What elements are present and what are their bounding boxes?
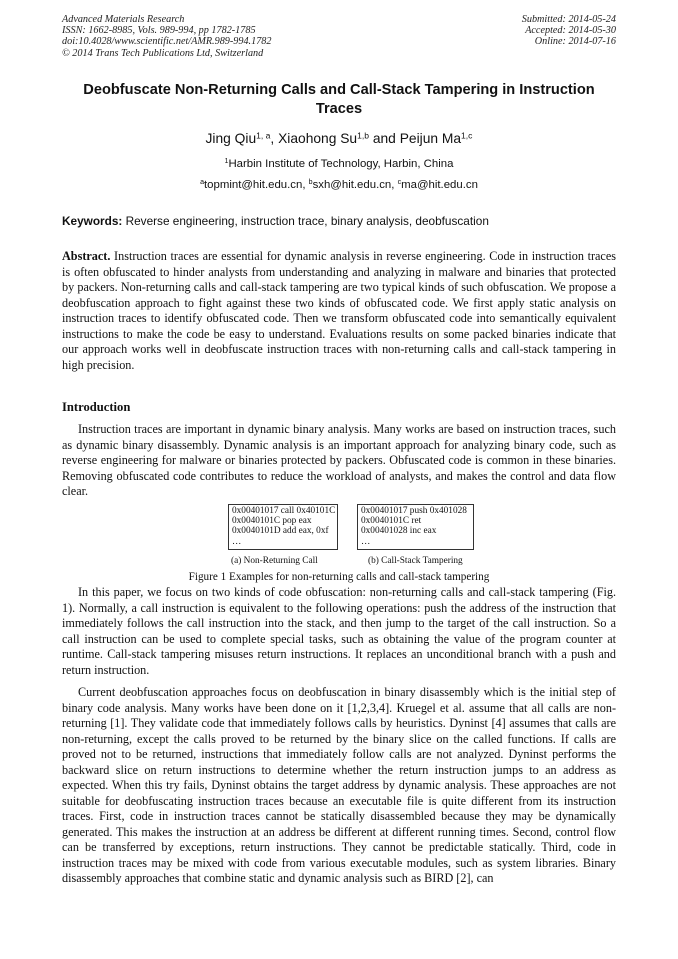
journal-info <box>62 14 271 59</box>
keywords-text: Reverse engineering, instruction trace, binary analysis, deobfuscation <box>122 214 489 228</box>
email-sep: , <box>302 179 309 191</box>
doi-line: doi:10.4028/www.scientific.net/AMR.989-994.1782 <box>62 36 272 48</box>
affiliation-sup: 1 <box>224 158 229 166</box>
submitted-date: Submitted: 2014-05-24 <box>521 14 616 25</box>
code-line: 0x00401028 inc eax <box>361 526 437 537</box>
email-sep: , <box>391 179 398 191</box>
intro-paragraph-1: Instruction traces are important in dynamic binary analysis. Many works are based on instruction traces, such as dynamic binary disassembly. Dynamic analysis is an important approach for analyzing binary code, such as reverse engineering for malware or binaries protected by packers. Obfuscated code is common in these binaries. Removing obfuscated code contributes to reduce the workload of analysts, and makes the control and data flow clear. <box>62 422 616 498</box>
email-sup: c <box>397 179 402 187</box>
author-sup: 1,b <box>357 130 369 141</box>
email-sup: b <box>308 179 313 187</box>
code-line: 0x0040101C pop eax <box>232 516 312 527</box>
journal-name: Advanced Materials Research <box>62 14 185 25</box>
intro-paragraph-2: In this paper, we focus on two kinds of code obfuscation: non-returning calls and call-stack tampering (Fig. 1). Normally, a call instruction is equivalent to the following operations: push the address of the instruction that immediately follows the call instruction into the stack, and then jump to the target of the call instruction. So a call instruction can be used to complete special tasks, such as obtaining the value of the program counter at runtime. Call-stack tampering misuses return instructions. It replaces an unconditional branch with a push and return instruction. <box>62 585 616 677</box>
author-sep: and <box>369 131 400 146</box>
author-name: Peijun Ma <box>399 131 462 146</box>
issn-line: ISSN: 1662-8985, Vols. 989-994, pp 1782-1785 <box>62 25 256 37</box>
keywords <box>62 214 616 228</box>
email-link[interactable]: topmint@hit.edu.cn <box>204 179 303 191</box>
author-sup: 1,c <box>461 130 473 141</box>
author-sup: 1, a <box>256 130 271 141</box>
code-line: … <box>232 536 242 547</box>
code-line: … <box>361 536 371 547</box>
subcaption-a: (a) Non-Returning Call <box>231 556 318 566</box>
abstract <box>62 249 616 373</box>
author-sep: , <box>270 131 279 146</box>
online-date: Online: 2014-07-16 <box>534 36 616 48</box>
copyright-line: © 2014 Trans Tech Publications Ltd, Switzerland <box>62 47 264 59</box>
email-list <box>62 178 616 192</box>
code-box-non-returning <box>228 504 338 550</box>
affiliation-text: Harbin Institute of Technology, Harbin, China <box>228 158 454 170</box>
figure-1a <box>228 504 338 550</box>
abstract-text: Instruction traces are essential for dynamic analysis in reverse engineering. Code in instruction traces is often obfuscated to hinder analysts from understanding and analyzing in malware and binaries that protected by packers. Non-returning calls and call-stack tampering are two typical kinds of such obfuscation. We propose a deobfuscation approach to fight against these two kinds of obfuscated code. We first apply static analysis on instruction traces to identify obfuscated code. Then we transform obfuscated code into semantically equivalent instructions to make the code be easy to understand. Evaluations results on some packed binaries indicate that our approach works well in deobfuscate instruction traces with non-returning calls and call-stack tampering in high precision. <box>62 249 616 372</box>
email-link[interactable]: sxh@hit.edu.cn <box>312 179 392 191</box>
code-line: 0x0040101C ret <box>361 516 422 527</box>
figure-1b <box>357 504 474 550</box>
paper-title: Deobfuscate Non-Returning Calls and Call-Stack Tampering in Instruction Traces <box>83 82 595 117</box>
email-link[interactable]: ma@hit.edu.cn <box>401 179 478 191</box>
code-line: 0x0040101D add eax, 0xf <box>232 526 329 537</box>
section-heading-introduction: Introduction <box>62 400 131 414</box>
abstract-label: Abstract. <box>62 249 111 263</box>
subcaption-b: (b) Call-Stack Tampering <box>368 556 463 566</box>
intro-paragraph-3: Current deobfuscation approaches focus on deobfuscation in binary disassembly which is the initial step of binary code analysis. Many works have been done on it [1,2,3,4]. Kruegel et al. assume that all calls are non-returning [1]. They validate code that immediately follows calls by heuristics. Dyninst [4] assumes that calls are non-returning, except the calls proved to be returned by the binary slice on the called functions. If calls are proved not to be returned, instructions that immediately follow calls are not analyzed. Dyninst performs the backward slice on return instructions to determine whether the return instruction jumps to an address as expected. When this try fails, Dyninst obtains the target address by dynamic analysis. These approaches are not suitable for deobfuscating instruction traces because an executable file is quite different from its instruction traces. First, code in instruction traces cannot be statically disassembled because they may be dynamically generated. This makes the instruction at an address be different at different running times. Second, control flow can be transferred by exceptions, return instructions. They cannot be predictable statically. Third, code in instruction traces may be mixed with code from various executable modules, such as system libraries. Binary disassembly approaches that combine static and dynamic analysis such as BIRD [2], can <box>62 685 616 885</box>
author-name: Xiaohong Su <box>278 131 358 146</box>
author-list <box>62 130 616 148</box>
affiliation <box>62 157 616 171</box>
code-line: 0x00401017 call 0x40101C <box>232 506 336 516</box>
author-name: Jing Qiu <box>205 131 257 146</box>
accepted-date: Accepted: 2014-05-30 <box>525 25 616 37</box>
code-line: 0x00401017 push 0x401028 <box>361 506 467 516</box>
keywords-label: Keywords: <box>62 214 123 228</box>
submission-dates <box>522 14 616 48</box>
figure-caption: Figure 1 Examples for non-returning calls and call-stack tampering <box>188 571 490 583</box>
code-box-call-stack <box>357 504 474 550</box>
email-sup: a <box>200 179 204 187</box>
